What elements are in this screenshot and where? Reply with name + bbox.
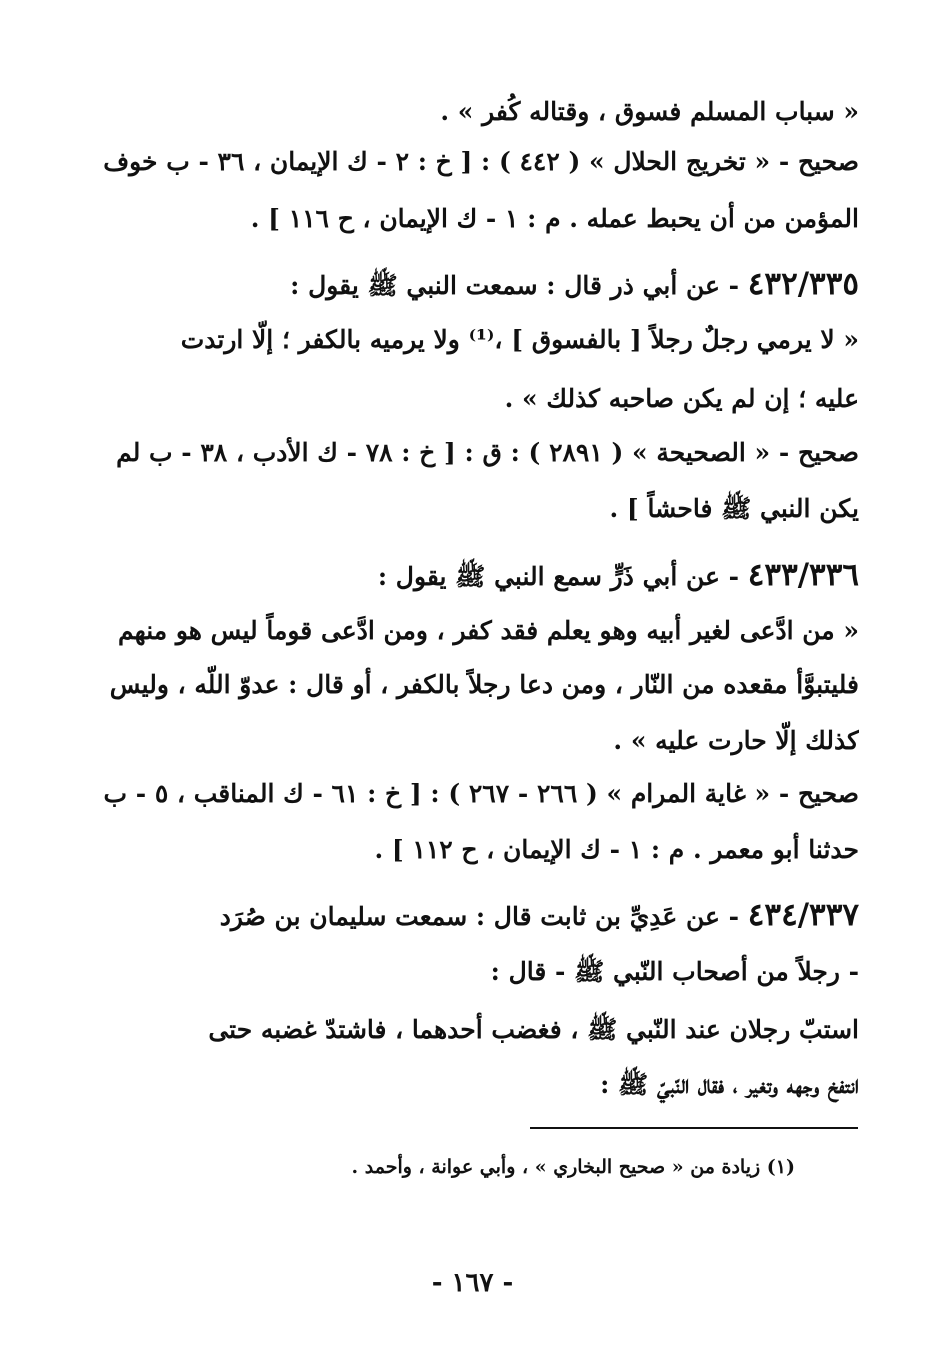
hadith-text-line (84, 320, 859, 360)
footnote-divider (530, 1127, 858, 1129)
line-text: استبّ رجلان عند النّبي ﷺ ، فغضب أحدهما ، فاشتدّ غضبه حتى (208, 1015, 859, 1044)
line-text: - رجلاً من أصحاب النّبي ﷺ - قال : (490, 957, 859, 986)
line-text: انتفخ وجهه وتغير ، فقال النّبيّ ﷺ : (600, 1070, 859, 1099)
hadith-heading (84, 895, 859, 937)
line-text: « من ادَّعى لغير أبيه وهو يعلم فقد كفر ، ومن ادَّعى قوماً ليس هو منهم (118, 616, 859, 645)
line-text: - عن أبي ذر قال : سمعت النبي ﷺ يقول : (290, 271, 748, 300)
line-text: « لا يرمي رجلٌ رجلاً [ بالفسوق ] ،⁽¹⁾ ولا يرميه بالكفر ؛ إلّا ارتدت (180, 325, 859, 354)
grading-line (84, 142, 859, 182)
line-text: - « تخريج الحلال » ( ٤٤٢ ) : [ خ : ٢ - ك الإيمان ، ٣٦ - ب خوف (103, 147, 798, 176)
line-text: فليتبوَّأ مقعده من النّار ، ومن دعا رجلاً بالكفر ، أو قال : عدوّ اللّه ، وليس (109, 670, 859, 699)
grading-line (84, 830, 859, 870)
hadith-heading (84, 555, 859, 597)
line-text: المؤمن من أن يحبط عمله . م : ١ - ك الإيمان ، ح ١١٦ ] . (250, 204, 859, 233)
line-text: - عن عَدِيِّ بن ثابت قال : سمعت سليمان بن صُرَد (219, 902, 748, 931)
hadith-text-line (84, 379, 859, 419)
grading-line (84, 199, 859, 239)
hadith-text-line (84, 952, 859, 992)
hadith-text-line (84, 611, 859, 651)
line-text: عليه ؛ إن لم يكن صاحبه كذلك » . (504, 384, 859, 413)
hadith-text-line (84, 92, 859, 132)
line-text: « سباب المسلم فسوق ، وقتاله كُفر » . (440, 97, 859, 126)
line-text: - عن أبي ذَرٍّ سمع النبي ﷺ يقول : (377, 562, 748, 591)
hadith-text-line (84, 1010, 859, 1050)
grade-label: صحيح (797, 438, 859, 467)
grade-label: صحيح (797, 779, 859, 808)
grade-label: صحيح (797, 147, 859, 176)
footnote: (١) زيادة من « صحيح البخاري » ، وأبي عوانة ، وأحمد . (351, 1156, 795, 1178)
line-text: كذلك إلّا حارت عليه » . (613, 726, 859, 755)
line-text: يكن النبي ﷺ فاحشاً ] . (609, 494, 859, 523)
hadith-text-line (84, 665, 859, 705)
line-text: - « الصحيحة » ( ٢٨٩١ ) : ق : [ خ : ٧٨ - ك الأدب ، ٣٨ - ب لم (116, 438, 798, 467)
page-number: - ١٦٧ - (431, 1268, 514, 1298)
grading-line (84, 774, 859, 814)
hadith-heading (84, 264, 859, 306)
hadith-text-line (84, 721, 859, 761)
grading-line (84, 489, 859, 529)
hadith-text-line (84, 1065, 859, 1105)
line-text: - « غاية المرام » ( ٢٦٦ - ٢٦٧ ) : [ خ : ٦١ - ك المناقب ، ٥ - ب (103, 779, 798, 808)
hadith-number: ٤٣٣/٣٣٦ (747, 557, 859, 593)
hadith-number: ٤٣٢/٣٣٥ (747, 266, 859, 302)
line-text: حدثنا أبو معمر . م : ١ - ك الإيمان ، ح ١١٢ ] . (374, 835, 859, 864)
grading-line (84, 433, 859, 473)
hadith-number: ٤٣٤/٣٣٧ (747, 897, 859, 933)
